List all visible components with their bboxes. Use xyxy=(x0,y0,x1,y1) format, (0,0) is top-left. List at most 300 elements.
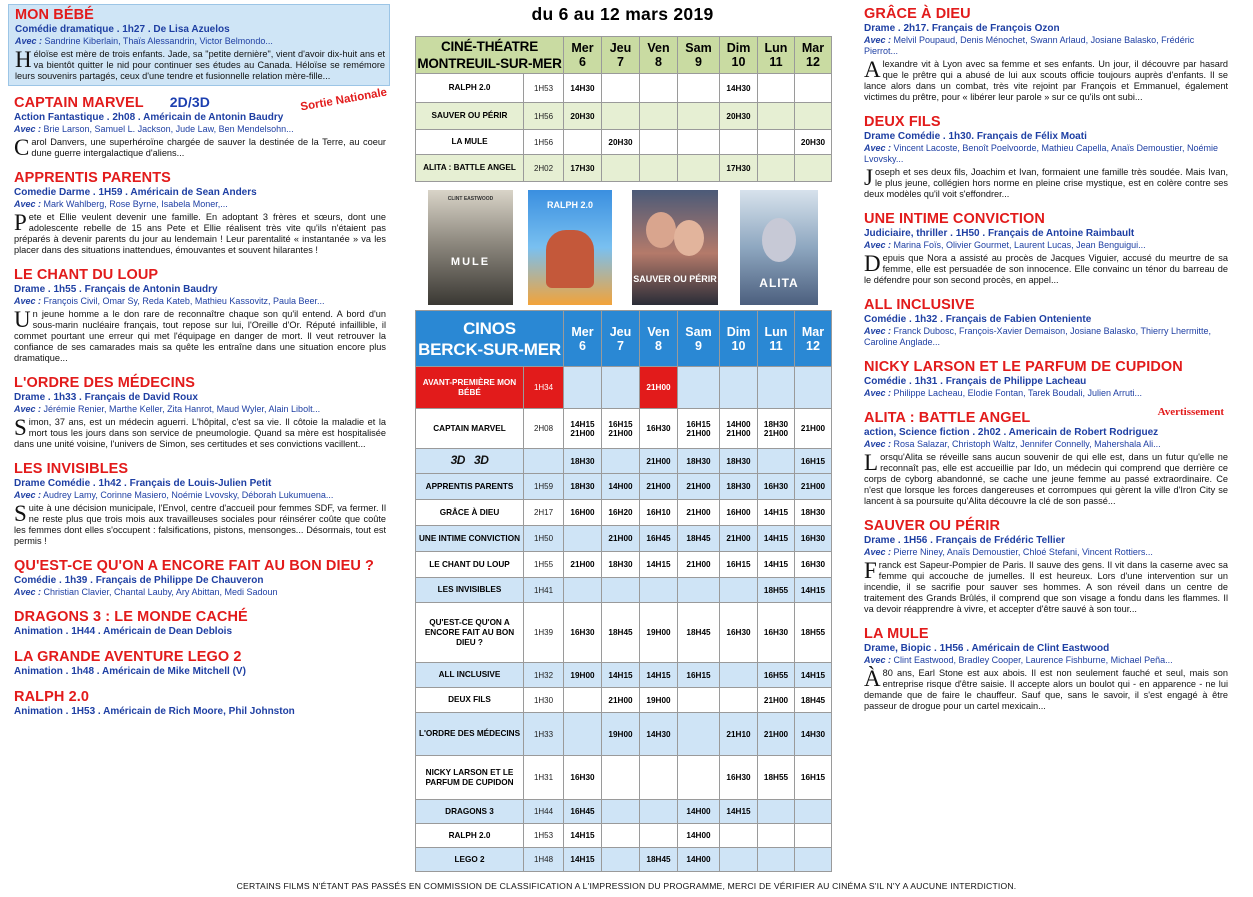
film-block-qu-est-ce-qu-on-a-encore-fait-au-bon-dieu xyxy=(8,556,390,601)
day-name: Jeu xyxy=(609,41,632,55)
showtime-dim: 14H00 21H00 xyxy=(720,409,758,449)
showtime-mer: 14H15 21H00 xyxy=(564,409,602,449)
showtime-jeu xyxy=(602,800,640,824)
film-title-text: LES INVISIBLES xyxy=(14,461,129,477)
film-block-la-mule xyxy=(858,624,1232,715)
film-cast xyxy=(864,35,1228,57)
film-block-dragons-3-le-monde-cache xyxy=(8,607,390,641)
movie-title: ALL INCLUSIVE xyxy=(438,670,501,679)
synopsis-text: arol Danvers, une superhéroïne chargée de sauver la destinée de la Terre, au coeur dune guerre intergalactique d'aliens... xyxy=(31,137,386,158)
film-block-le-chant-du-loup xyxy=(8,265,390,367)
showtime-lun xyxy=(758,74,795,103)
cast-names: Brie Larson, Samuel L. Jackson, Jude Law, Ben Mendelsohn... xyxy=(43,124,294,134)
film-title-text: GRÂCE À DIEU xyxy=(864,6,971,22)
movie-duration: 1H53 xyxy=(524,74,564,103)
drop-cap: L xyxy=(864,450,879,475)
showtime-ven xyxy=(640,578,678,603)
film-title-text: DRAGONS 3 : LE MONDE CACHÉ xyxy=(14,609,248,625)
film-title-text: NICKY LARSON ET LE PARFUM DE CUPIDON xyxy=(864,359,1183,375)
movie-title-cell xyxy=(416,500,524,526)
film-cast xyxy=(14,490,386,501)
film-cast xyxy=(864,439,1228,450)
showtime-jeu: 18H45 xyxy=(602,603,640,663)
showtime-dim: 20H30 xyxy=(720,103,758,130)
showtime-sam: 16H15 21H00 xyxy=(678,409,720,449)
drop-cap: U xyxy=(14,307,31,332)
day-name: Mar xyxy=(801,41,825,55)
movie-duration: 2H02 xyxy=(524,155,564,182)
showtime-mer: 17H30 xyxy=(564,155,602,182)
showtime-mer xyxy=(564,713,602,756)
film-cast xyxy=(864,547,1228,558)
showtime-mer: 16H30 xyxy=(564,603,602,663)
schedule-row xyxy=(416,552,832,578)
cast-names: Sandrine Kiberlain, Thaïs Alessandrin, Victor Belmondo... xyxy=(44,36,273,46)
poster-alita-title: ALITA xyxy=(759,276,799,290)
film-cast xyxy=(14,587,386,598)
movie-title: ALITA : BATTLE ANGEL xyxy=(423,163,516,172)
film-block-la-grande-aventure-lego-2 xyxy=(8,647,390,681)
drop-cap: À xyxy=(864,666,881,691)
movie-title: RALPH 2.0 xyxy=(448,83,491,92)
cast-names: Rosa Salazar, Christoph Waltz, Jennifer Connelly, Mahershala Ali... xyxy=(893,439,1161,449)
showtime-sam xyxy=(678,155,720,182)
film-title-text: LA MULE xyxy=(864,626,929,642)
movie-duration: 1H30 xyxy=(524,688,564,713)
film-block-sauver-ou-perir xyxy=(858,516,1232,618)
stamp-label: Sortie Nationale xyxy=(300,86,389,114)
movie-title: QU'EST-CE QU'ON A ENCORE FAIT AU BON DIEU ? xyxy=(424,617,515,647)
film-synopsis xyxy=(14,309,386,364)
cast-names: Franck Dubosc, François-Xavier Demaison, Josiane Balasko, Thierry Lhermitte, Caroline Anglade... xyxy=(864,326,1211,347)
showtime-mar: 16H15 xyxy=(795,449,832,474)
day-header-sam xyxy=(678,37,720,74)
cast-names: Christian Clavier, Chantal Lauby, Ary Abittan, Medi Sadoun xyxy=(43,587,278,597)
poster-ralph-figure xyxy=(546,230,594,288)
showtime-lun xyxy=(758,824,795,848)
movie-title: AVANT-PREMIÈRE MON BÉBÉ xyxy=(422,377,517,397)
showtime-lun: 18H30 21H00 xyxy=(758,409,795,449)
day-number: 10 xyxy=(731,55,746,69)
showtime-mar: 18H30 xyxy=(795,500,832,526)
cast-label: Avec : xyxy=(864,547,892,557)
schedule-row xyxy=(416,155,832,182)
movie-title-cell xyxy=(416,713,524,756)
film-synopsis xyxy=(864,253,1228,286)
day-header-mar xyxy=(795,311,832,367)
showtime-dim: 16H15 xyxy=(720,552,758,578)
movie-title: LE CHANT DU LOUP xyxy=(429,559,510,569)
showtime-dim: 21H00 xyxy=(720,526,758,552)
day-header-jeu xyxy=(602,37,640,74)
movie-title-cell xyxy=(416,578,524,603)
movie-title-cell xyxy=(416,688,524,713)
showtime-mer: 18H30 xyxy=(564,449,602,474)
poster-sauver-ou-perir xyxy=(632,190,718,305)
poster-alita-figure xyxy=(762,218,796,262)
day-header-jeu xyxy=(602,311,640,367)
showtime-mer: 14H15 xyxy=(564,848,602,872)
showtime-lun: 16H55 xyxy=(758,663,795,688)
schedule-berck xyxy=(415,310,832,872)
schedule-row xyxy=(416,756,832,800)
schedule-row xyxy=(416,500,832,526)
showtime-sam: 14H00 xyxy=(678,848,720,872)
film-title xyxy=(15,7,385,24)
cast-names: Clint Eastwood, Bradley Cooper, Laurence Fishburne, Michael Peña... xyxy=(893,655,1173,665)
cast-label: Avec : xyxy=(864,439,892,449)
drop-cap: A xyxy=(864,57,881,82)
showtime-mer xyxy=(564,578,602,603)
showtime-ven: 16H30 xyxy=(640,409,678,449)
synopsis-text: n jeune homme a le don rare de reconnaître chaque son qu'il entend. A bord d'un sous-marin nucléaire français, tout repose sur lui, l'Oreille d'Or. Réputé infaillible, il commet pourtant une erreur qui met l'équipage en danger de mort. Il veut retrouver la confiance de ses camarades mais sa quête les entraîne dans une situation encore plus dramatique... xyxy=(14,309,386,363)
movie-title: LEGO 2 xyxy=(454,854,485,864)
showtime-mer: 19H00 xyxy=(564,663,602,688)
drop-cap: S xyxy=(14,415,27,440)
movie-duration: 1H33 xyxy=(524,713,564,756)
showtime-mar: 20H30 xyxy=(795,130,832,155)
showtime-mer: 14H15 xyxy=(564,824,602,848)
film-title xyxy=(864,518,1228,535)
showtime-mar: 21H00 xyxy=(795,474,832,500)
showtime-dim xyxy=(720,578,758,603)
schedule-montreuil xyxy=(415,36,832,182)
film-cast xyxy=(864,240,1228,251)
schedule-row xyxy=(416,663,832,688)
day-number: 11 xyxy=(769,55,783,69)
synopsis-text: lexandre vit à Lyon avec sa femme et ses enfants. Un jour, il découvre par hasard que le prêtre qui a abusé de lui aux scouts officie toujours auprès d'enfants. Il se lance alors dans un combat, très vite rejoint par François et Emmanuel, également victimes du prêtre, pour « libérer leur parole » sur ce qu'ils ont subi... xyxy=(864,59,1228,102)
showtime-mer xyxy=(564,526,602,552)
cast-label: Avec : xyxy=(864,35,892,45)
cinema-name xyxy=(416,311,564,367)
showtime-ven: 21H00 xyxy=(640,367,678,409)
showtime-mar: 16H30 xyxy=(795,526,832,552)
film-block-l-ordre-des-medecins xyxy=(8,373,390,453)
day-header-ven xyxy=(640,311,678,367)
film-title-text: LE CHANT DU LOUP xyxy=(14,267,159,283)
day-name: Mer xyxy=(571,324,594,339)
movie-duration: 2H08 xyxy=(524,409,564,449)
schedule-header-row xyxy=(416,37,832,74)
day-number: 9 xyxy=(695,338,702,353)
week-dates: du 6 au 12 mars 2019 xyxy=(531,4,714,24)
film-block-deux-fils xyxy=(858,112,1232,203)
showtime-lun xyxy=(758,848,795,872)
film-cast xyxy=(14,124,386,135)
day-number: 6 xyxy=(579,338,586,353)
film-genre-credits: Animation . 1H53 . Américain de Rich Moore, Phil Johnston xyxy=(14,706,295,717)
schedule-row xyxy=(416,713,832,756)
film-block-ralph-2-0 xyxy=(8,687,390,721)
day-header-dim xyxy=(720,37,758,74)
synopsis-text: ranck est Sapeur-Pompier de Paris. Il sauve des gens. Il vit dans la caserne avec sa femme qui accouche de jumelles. Il est heureux. Lors d'une intervention sur un incendie, il se sacrifie pour sauver ses hommes. A son réveil dans un centre de traitement des Grands Brûlés, il comprend que son visage a fondu dans les flammes. Il va devoir réapprendre à vivre, et accepter d'être sauvé à son tour... xyxy=(864,560,1228,614)
cast-label: Avec : xyxy=(14,199,42,209)
showtime-ven: 19H00 xyxy=(640,688,678,713)
film-genre-credits: Comedie Darme . 1H59 . Américain de Sean Anders xyxy=(14,187,257,198)
drop-cap: H xyxy=(15,47,32,72)
schedule-row xyxy=(416,367,832,409)
movie-duration: 1H34 xyxy=(524,367,564,409)
film-title-text: LA GRANDE AVENTURE LEGO 2 xyxy=(14,649,242,665)
film-synopsis xyxy=(864,59,1228,103)
showtime-ven: 16H10 xyxy=(640,500,678,526)
cinema-name-line-1: CINOS xyxy=(463,318,516,338)
film-genre-credits: Comédie . 1h39 . Français de Philippe De Chauveron xyxy=(14,575,264,586)
day-header-mar xyxy=(795,37,832,74)
showtime-jeu xyxy=(602,848,640,872)
movie-duration: 1H53 xyxy=(524,824,564,848)
cast-label: Avec : xyxy=(15,36,43,46)
showtime-sam xyxy=(678,713,720,756)
movie-title-cell xyxy=(416,103,524,130)
cast-label: Avec : xyxy=(864,655,892,665)
film-title xyxy=(14,558,386,575)
showtime-ven: 14H15 xyxy=(640,663,678,688)
showtime-jeu xyxy=(602,155,640,182)
day-number: 8 xyxy=(655,55,662,69)
day-header-dim xyxy=(720,311,758,367)
showtime-dim: 14H30 xyxy=(720,74,758,103)
showtime-lun xyxy=(758,130,795,155)
showtime-jeu: 14H15 xyxy=(602,663,640,688)
day-name: Ven xyxy=(647,41,670,55)
movie-title: RALPH 2.0 xyxy=(448,830,491,840)
film-block-les-invisibles xyxy=(8,459,390,550)
showtime-lun: 14H15 xyxy=(758,500,795,526)
movie-duration: 2H17 xyxy=(524,500,564,526)
schedule-row xyxy=(416,409,832,449)
movie-duration: 1H32 xyxy=(524,663,564,688)
film-title xyxy=(14,375,386,392)
showtime-mar xyxy=(795,103,832,130)
day-number: 7 xyxy=(617,338,624,353)
poster-alita xyxy=(740,190,818,305)
showtime-sam: 21H00 xyxy=(678,500,720,526)
movie-title: UNE INTIME CONVICTION xyxy=(419,533,520,543)
film-genre-credits: Drame . 1H56 . Français de Frédéric Tellier xyxy=(864,535,1066,546)
showtime-dim xyxy=(720,130,758,155)
showtime-sam: 21H00 xyxy=(678,474,720,500)
showtime-lun: 14H15 xyxy=(758,526,795,552)
left-column xyxy=(8,4,390,881)
spacer xyxy=(858,715,1232,721)
showtime-jeu: 14H00 xyxy=(602,474,640,500)
cast-label: Avec : xyxy=(14,124,42,134)
showtime-dim: 16H30 xyxy=(720,603,758,663)
showtime-mar: 14H15 xyxy=(795,578,832,603)
film-cast xyxy=(14,404,386,415)
day-number: 12 xyxy=(806,55,820,69)
cinema-name xyxy=(416,37,564,74)
movie-duration: 1H56 xyxy=(524,103,564,130)
film-title-text: ALITA : BATTLE ANGEL xyxy=(864,410,1031,426)
film-title-text: ALL INCLUSIVE xyxy=(864,297,975,313)
film-title-text: RALPH 2.0 xyxy=(14,689,90,705)
cast-label: Avec : xyxy=(864,326,892,336)
movie-title: GRÂCE À DIEU xyxy=(439,507,500,517)
movie-duration: 1H55 xyxy=(524,552,564,578)
movie-title: DRAGONS 3 xyxy=(445,806,494,816)
film-synopsis xyxy=(14,503,386,547)
day-name: Ven xyxy=(647,324,670,339)
schedule-row xyxy=(416,74,832,103)
cast-names: Jérémie Renier, Marthe Keller, Zita Hanrot, Maud Wyler, Alain Libolt... xyxy=(43,404,321,414)
film-synopsis xyxy=(864,668,1228,712)
poster-la-mule xyxy=(428,190,513,305)
day-number: 10 xyxy=(731,338,746,353)
cast-label: Avec : xyxy=(864,143,892,153)
showtime-lun: 16H30 xyxy=(758,603,795,663)
synopsis-text: éloïse est mère de trois enfants. Jade, sa "petite dernière", vient d'avoir dix-huit ans et va bientôt quitter le nid pour continuer ses études au Canada. Héloïse se remémore leurs souvenirs partagés, ceux d'une tendre et fusionnelle relation mère-fille... xyxy=(15,49,385,81)
cinema-name-line-1: CINÉ-THÉATRE xyxy=(440,39,539,54)
showtime-mer xyxy=(564,367,602,409)
showtime-sam: 18H45 xyxy=(678,526,720,552)
showtime-mer: 18H30 xyxy=(564,474,602,500)
showtime-sam: 21H00 xyxy=(678,552,720,578)
poster-sauver-face-1 xyxy=(646,212,676,248)
film-genre-credits: Drame, Biopic . 1H56 . Américain de Clint Eastwood xyxy=(864,643,1110,654)
showtime-ven xyxy=(640,103,678,130)
film-title xyxy=(14,689,386,706)
showtime-mar: 14H15 xyxy=(795,663,832,688)
showtime-ven: 19H00 xyxy=(640,603,678,663)
film-title-text: MON BÉBÉ xyxy=(15,7,94,23)
film-synopsis xyxy=(14,137,386,159)
showtime-jeu xyxy=(602,367,640,409)
movie-title-cell xyxy=(416,526,524,552)
film-block-all-inclusive xyxy=(858,295,1232,351)
movie-duration: 1H39 xyxy=(524,603,564,663)
movie-title: SAUVER OU PÉRIR xyxy=(431,111,508,120)
day-header-sam xyxy=(678,311,720,367)
showtime-jeu xyxy=(602,756,640,800)
schedule-row xyxy=(416,848,832,872)
cast-label: Avec : xyxy=(14,490,42,500)
showtime-ven xyxy=(640,130,678,155)
drop-cap: D xyxy=(864,251,881,276)
film-title-text: APPRENTIS PARENTS xyxy=(14,170,171,186)
film-genre-credits: Action Fantastique . 2h08 . Américain de Antonin Baudry xyxy=(14,112,284,123)
schedule-row xyxy=(416,824,832,848)
schedule-header-row xyxy=(416,311,832,367)
schedule-row xyxy=(416,474,832,500)
cinema-name-line-2: MONTREUIL-SUR-MER xyxy=(417,56,562,71)
showtime-jeu xyxy=(602,578,640,603)
showtime-sam: 18H30 xyxy=(678,449,720,474)
showtime-lun xyxy=(758,155,795,182)
cast-names: Vincent Lacoste, Benoît Poelvoorde, Mathieu Capella, Anaïs Demoustier, Noémie Lvovsky... xyxy=(864,143,1219,164)
showtime-sam: 14H00 xyxy=(678,800,720,824)
showtime-sam xyxy=(678,103,720,130)
film-cast xyxy=(864,326,1228,348)
showtime-mer xyxy=(564,688,602,713)
day-header-mer xyxy=(564,37,602,74)
movie-title: APPRENTIS PARENTS xyxy=(425,481,514,491)
film-block-une-intime-conviction xyxy=(858,209,1232,289)
cast-names: Mark Wahlberg, Rose Byrne, Isabela Moner,... xyxy=(43,199,228,209)
cast-label: Avec : xyxy=(864,240,892,250)
cast-label: Avec : xyxy=(864,388,892,398)
showtime-jeu: 16H20 xyxy=(602,500,640,526)
showtime-jeu xyxy=(602,824,640,848)
3d-logo: 3D xyxy=(474,453,489,467)
cast-label: Avec : xyxy=(14,404,42,414)
showtime-dim xyxy=(720,688,758,713)
film-block-nicky-larson-et-le-parfum-de-cupidon xyxy=(858,357,1232,402)
film-title-text: L'ORDRE DES MÉDECINS xyxy=(14,375,196,391)
film-title-text: SAUVER OU PÉRIR xyxy=(864,518,1001,534)
showtime-ven: 21H00 xyxy=(640,449,678,474)
movie-title-cell xyxy=(416,409,524,449)
movie-title-cell xyxy=(416,824,524,848)
film-genre-credits: action, Science fiction . 2h02 . Americain de Robert Rodriguez xyxy=(864,427,1159,438)
showtime-sam: 18H45 xyxy=(678,603,720,663)
film-cast xyxy=(14,296,386,307)
movie-title-cell xyxy=(416,155,524,182)
day-number: 9 xyxy=(695,55,702,69)
film-genre-credits: Drame . 1h33 . Français de David Roux xyxy=(14,392,198,403)
showtime-mar xyxy=(795,800,832,824)
schedule-row xyxy=(416,688,832,713)
day-name: Mar xyxy=(801,324,825,339)
film-block-mon-bebe xyxy=(8,4,390,86)
day-number: 11 xyxy=(769,338,783,353)
showtime-ven xyxy=(640,756,678,800)
showtime-dim xyxy=(720,848,758,872)
synopsis-text: imon, 37 ans, est un médecin aguerri. L'hôpital, c'est sa vie. Il côtoie la maladie et la mort tous les jours dans son service de pneumologie. Quand sa mère est hospitalisée dans une unité voisine, l'univers de Simon, ses certitudes et ses convictions vacillent... xyxy=(14,417,386,449)
day-number: 8 xyxy=(655,338,662,353)
showtime-jeu: 21H00 xyxy=(602,688,640,713)
showtime-ven: 18H45 xyxy=(640,848,678,872)
movie-duration: 1H56 xyxy=(524,130,564,155)
synopsis-text: ete et Ellie veulent devenir une famille. En adoptant 3 frères et sœurs, dont une adolescente rebelle de 15 ans Pete et Ellie réalisent très vite qu'ils n'étaient pas préparés à devenir parents du jour au lendemain ! Leur parentalité « instantanée » va les placer dans des situations inattendues, émouvantes et souvent hilarantes ! xyxy=(14,212,386,255)
movie-title-cell xyxy=(416,130,524,155)
movie-duration: 1H31 xyxy=(524,756,564,800)
showtime-sam xyxy=(678,367,720,409)
film-genre-credits: Animation . 1H44 . Américain de Dean Deblois xyxy=(14,626,233,637)
day-name: Lun xyxy=(764,41,788,55)
showtime-mer: 16H45 xyxy=(564,800,602,824)
showtime-lun: 14H15 xyxy=(758,552,795,578)
day-name: Sam xyxy=(685,324,712,339)
poster-ralph-title: RALPH 2.0 xyxy=(546,200,593,210)
poster-ralph xyxy=(528,190,612,305)
schedule-row xyxy=(416,800,832,824)
showtime-mer: 21H00 xyxy=(564,552,602,578)
synopsis-text: orsqu'Alita se réveille sans aucun souvenir de qui elle est, dans un futur qu'elle ne reconnaît pas, elle est accueillie par Ido, un médecin qui comprend que derrière ce corps de cyborg abandonné, se cache une jeune femme au passé extraordinaire. Ce n'est que lorsque les forces dangereuses et corrompues qui gèrent la ville d'Iron City se lancent à sa poursuite qu'Alita découvre la clé de son passé... xyxy=(864,452,1228,506)
film-title xyxy=(14,649,386,666)
showtime-lun: 16H30 xyxy=(758,474,795,500)
movie-title-cell xyxy=(416,603,524,663)
showtime-jeu: 20H30 xyxy=(602,130,640,155)
drop-cap: J xyxy=(864,165,873,190)
showtime-ven: 14H15 xyxy=(640,552,678,578)
cast-label: Avec : xyxy=(14,296,42,306)
showtime-sam xyxy=(678,756,720,800)
film-cast xyxy=(864,388,1228,399)
showtime-mar: 18H55 xyxy=(795,603,832,663)
showtime-jeu: 19H00 xyxy=(602,713,640,756)
schedule-row xyxy=(416,449,832,474)
showtime-mar xyxy=(795,74,832,103)
format-tag: 2D/3D xyxy=(169,94,210,110)
showtime-dim: 16H00 xyxy=(720,500,758,526)
movie-title-cell xyxy=(416,74,524,103)
movie-duration: 1H41 xyxy=(524,578,564,603)
cast-names: Marina Foïs, Olivier Gourmet, Laurent Lucas, Jean Benguigui... xyxy=(893,240,1146,250)
showtime-dim: 14H15 xyxy=(720,800,758,824)
right-column xyxy=(858,4,1232,881)
